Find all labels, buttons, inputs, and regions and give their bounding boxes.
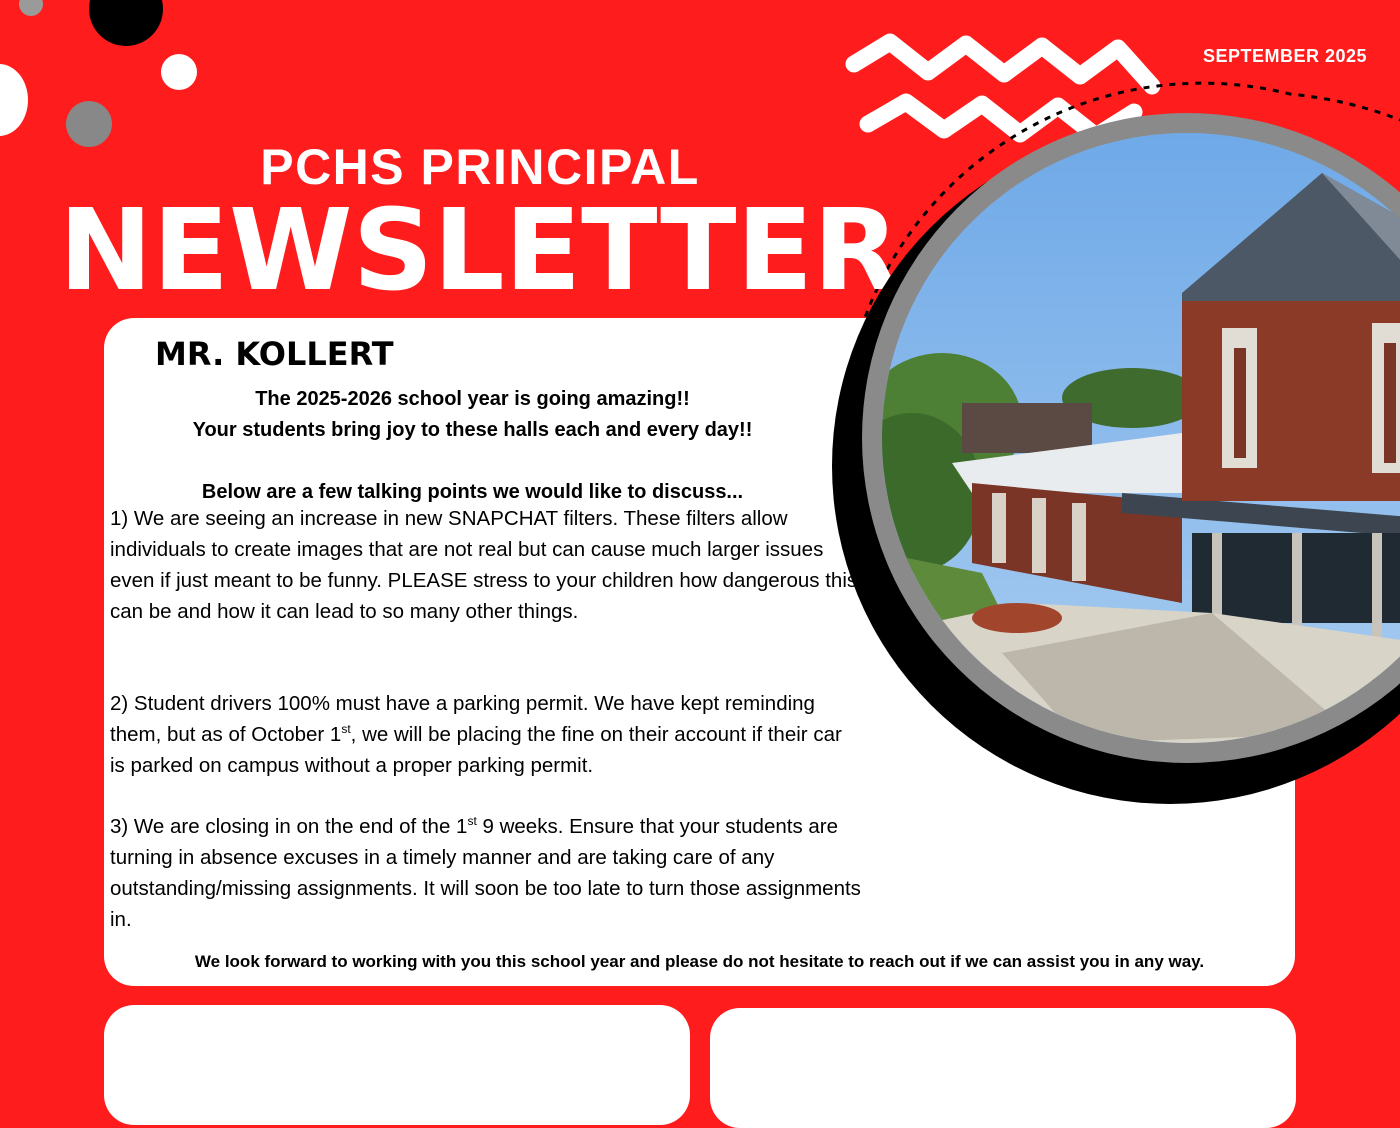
newsletter-title-line1: PCHS PRINCIPAL bbox=[260, 139, 700, 195]
talking-point-3-superscript: st bbox=[467, 814, 477, 829]
decor-dot-white-small bbox=[161, 54, 197, 90]
bottom-card-right bbox=[710, 1008, 1296, 1128]
intro-text bbox=[110, 384, 835, 508]
bottom-card-left bbox=[104, 1005, 690, 1125]
talking-point-2 bbox=[110, 688, 855, 781]
talking-point-3-text-b: 9 weeks. Ensure that your students are turning in absence excuses in a timely manner and are taking care of any outstanding/missing assignments. It will soon be too late to turn those assignments in. bbox=[110, 815, 861, 931]
intro-line-1: The 2025-2026 school year is going amazing!! bbox=[255, 388, 690, 410]
intro-spacer bbox=[110, 446, 835, 477]
decor-dot-white-left bbox=[0, 64, 28, 136]
talking-point-1 bbox=[110, 503, 858, 627]
talking-point-2-superscript: st bbox=[341, 722, 351, 737]
talking-point-2-text-b: , we will be placing the fine on their account if their car is parked on campus without a proper parking permit. bbox=[110, 723, 842, 777]
talking-point-3 bbox=[110, 811, 870, 935]
author-name: MR. KOLLERT bbox=[155, 335, 394, 373]
decor-dot-black bbox=[89, 0, 163, 46]
talking-point-2-text-a: 2) Student drivers 100% must have a parking permit. We have kept reminding them, but as of October 1 bbox=[110, 692, 815, 746]
newsletter-title-line2: NEWSLETTER bbox=[58, 186, 900, 316]
intro-line-3: Below are a few talking points we would like to discuss... bbox=[201, 481, 744, 503]
talking-point-3-text-a: 3) We are closing in on the end of the 1 bbox=[110, 815, 468, 838]
talking-point-1-text: 1) We are seeing an increase in new SNAPCHAT filters. These filters allow individuals to create images that are not real but can cause much larger issues even if just meant to be funny. PLEASE stress to your children how dangerous this can be and how it can lead to so many other things. bbox=[110, 507, 858, 623]
closing-message: We look forward to working with you this school year and please do not hesitate to reach out if we can assist you in any way. bbox=[194, 952, 1205, 971]
decor-dot-gray-small bbox=[19, 0, 43, 16]
issue-date: SEPTEMBER 2025 bbox=[1202, 46, 1367, 66]
intro-line-2: Your students bring joy to these halls each and every day!! bbox=[192, 419, 753, 441]
